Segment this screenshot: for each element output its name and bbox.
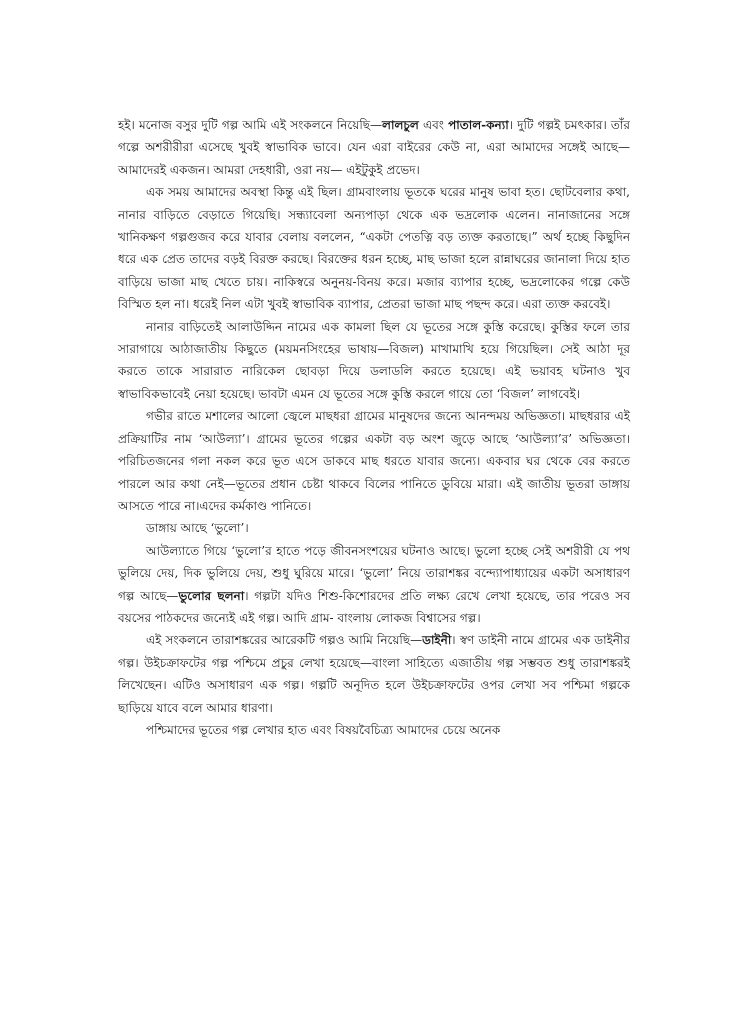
- paragraph-text: পশ্চিমাদের ভূতের গল্প লেখার হাত এবং বিষয়বৈচিত্র্য আমাদের চেয়ে অনেক: [146, 722, 501, 737]
- bold-title-text: পাতাল-কন্যা: [448, 118, 509, 132]
- paragraph-text: । দুটি গল্পই চমৎকার। তাঁর গল্পে অশরীরীরা এসেছে খুবই স্বাভাবিক ভাবে। যেন এরা বাইরের কেউ না, এরা আমাদের সঙ্গেই আছে—আমাদেরই একজন। আমরা দেহধারী, ওরা নয়— এইটুকুই প্রভেদ।: [118, 118, 631, 177]
- paragraph-text: আউল্যাতে গিয়ে ‘ভুলো’র হাতে পড়ে জীবনসংশয়ের ঘটনাও আছে। ভুলো হচ্ছে সেই অশরীরী যে পথ ভুলিয়ে দেয়, দিক ভুলিয়ে দেয়, শুধু ঘুরিয়ে মারে। ‘ভুলো’ নিয়ে তারাশঙ্কর বন্দ্যোপাধ্যায়ের একটা অসাধারণ গল্প আছে—: [118, 543, 630, 603]
- paragraph: [118, 114, 630, 181]
- paragraph-text: । গল্পটা যদিও শিশু-কিশোরদের প্রতি লক্ষ্য রেখে লেখা হয়েছে, তার পরেও সব বয়সের পাঠকদের জন্যেই এই গল্প। আদি গ্রাম- বাংলায় লোকজ বিশ্বাসের গল্প।: [118, 588, 630, 625]
- paragraph-text: নানার বাড়িতেই আলাউদ্দিন নামের এক কামলা ছিল যে ভূতের সঙ্গে কুস্তি করেছে। কুস্তির ফলে তার সারাগায়ে আঠাজাতীয় কিছুতে (ময়মনসিংহের ভাষায়—বিজল) মাখামাখি হয়ে গিয়েছিল। সেই আঠা দূর করতে তাকে সারারাত নারিকেল ছোবড়া দিয়ে ডলাডলি করতে হয়েছে। এই ভয়াবহ ঘটনাও খুব স্বাভাবিকভাবেই নেয়া হয়েছে। ভাবটা এমন যে ভূতের সঙ্গে কুস্তি করলে গায়ে তো ‘বিজল’ লাগবেই।: [118, 319, 630, 401]
- paragraph: [118, 316, 630, 406]
- paragraph: [118, 405, 630, 517]
- bold-title-text: ডাইনী: [422, 633, 452, 648]
- paragraph-text: গভীর রাতে মশালের আলো জ্বেলে মাছধরা গ্রামের মানুষদের জন্যে আনন্দময় অভিজ্ঞতা। মাছধরার এই প্রক্রিয়াটির নাম ‘আউল্যা’। গ্রামের ভূতের গল্পের একটা বড় অংশ জুড়ে আছে ‘আউল্যা’র’ অভিজ্ঞতা। পরিচিতজনের গলা নকল করে ভূত এসে ডাকবে মাছ ধরতে যাবার জন্যে। একবার ঘর থেকে বের করতে পারলে আর কথা নেই—ভূতের প্রধান চেষ্টা থাকবে বিলের পানিতে ডুবিয়ে মারা। এই জাতীয় ভূতরা ডাঙ্গায় আসতে পারে না।এদের কর্মকাণ্ড পানিতে।: [118, 409, 630, 513]
- body-text: [118, 114, 630, 741]
- bold-title-text: লালচুল: [382, 118, 419, 132]
- paragraph-text: হই। মনোজ বসুর দুটি গল্প আমি এই সংকলনে নিয়েছি—: [118, 118, 383, 132]
- paragraph-text: ডাঙ্গায় আছে ‘ভুলো’।: [146, 521, 249, 536]
- paragraph: [118, 629, 630, 719]
- paragraph-text: । স্বণ ডাইনী নামে গ্রামের এক ডাইনীর গল্প। উইচক্রাফটের গল্প পশ্চিমে প্রচুর লেখা হয়েছে—বাংলা সাহিত্যে এজাতীয় গল্প সম্ভবত শুধু তারাশঙ্করই লিখেছেন। এটিও অসাধারণ এক গল্প। গল্পটি অনূদিত হলে উইচক্রাফটের ওপর লেখা সব পশ্চিমা গল্পকে ছাড়িয়ে যাবে বলে আমার ধারণা।: [118, 633, 631, 715]
- paragraph: [118, 517, 630, 539]
- bold-title-text: ভুলোর ছলনা: [178, 588, 245, 603]
- paragraph-text: এই সংকলনে তারাশঙ্করের আরেকটি গল্পও আমি নিয়েছি—: [146, 633, 423, 648]
- paragraph-text: এক সময় আমাদের অবস্থা কিন্তু এই ছিল। গ্রামবাংলায় ভূতকে ঘরের মানুষ ভাবা হত। ছোটবেলার কথা, নানার বাড়িতে বেড়াতে গিয়েছি। সন্ধ্যাবেলা অন্যপাড়া থেকে এক ভদ্রলোক এলেন। নানাজানের সঙ্গে খানিকক্ষণ গল্পগুজব করে যাবার বেলায় বললেন, “একটা পেতত্নি বড় ত্যক্ত করতাছে।” অর্থ হচ্ছে কিছুদিন ধরে এক প্রেত তাদের বড়ই বিরক্ত করছে। বিরক্তের ধরন হচ্ছে, মাছ ভাজা হলে রান্নাঘরের জানালা দিয়ে হাত বাড়িয়ে ভাজা মাছ খেতে চায়। নাকিস্বরে অনুনয়-বিনয় করে। মজার ব্যাপার হচ্ছে, ভদ্রলোকের গল্পে কেউ বিস্মিত হল না। ধরেই নিল এটা খুবই স্বাভাবিক ব্যাপার, প্রেতরা ভাজা মাছ পছন্দ করে। এরা ত্যক্ত করবেই।: [118, 185, 630, 312]
- paragraph: [118, 540, 630, 630]
- paragraph-text: এবং: [418, 118, 449, 132]
- paragraph: [118, 181, 630, 315]
- paragraph: [118, 719, 630, 741]
